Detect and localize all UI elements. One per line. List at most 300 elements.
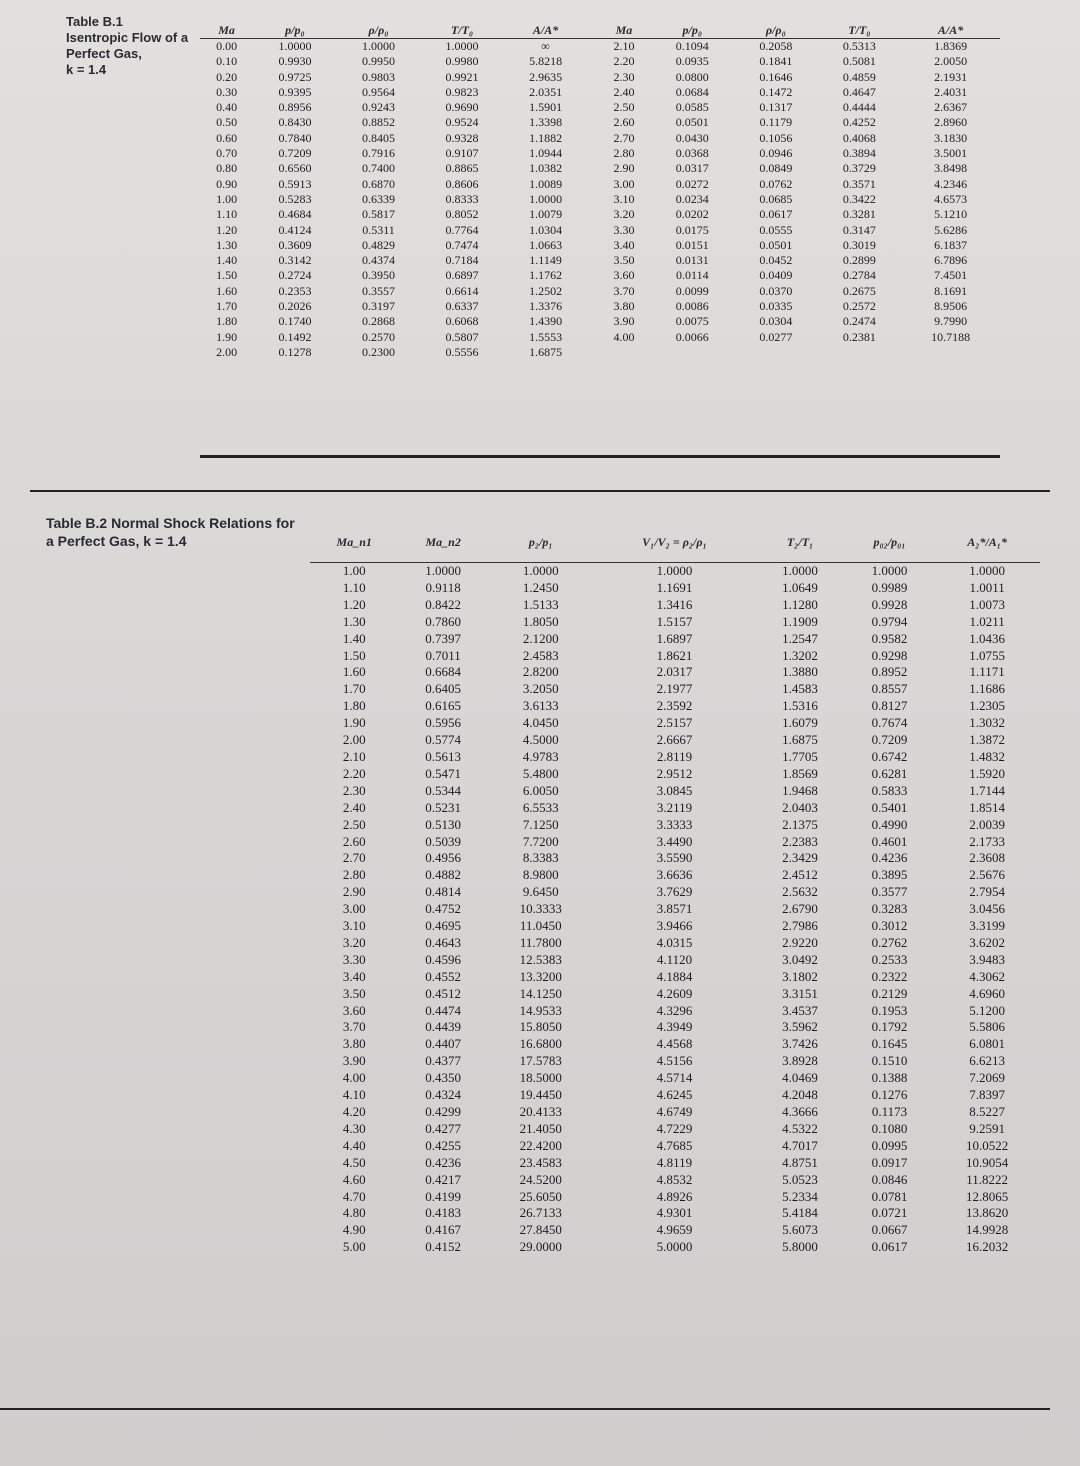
normal-shock-cell: 4.7017 — [782, 1137, 818, 1153]
normal-shock-cell: 11.7800 — [519, 934, 562, 950]
normal-shock-row — [310, 1121, 1040, 1138]
normal-shock-cell: 5.1200 — [969, 1002, 1005, 1018]
isentropic-cell: 0.4124 — [278, 222, 312, 237]
normal-shock-cell: 5.6073 — [782, 1222, 818, 1238]
normal-shock-cell: 4.5156 — [656, 1053, 693, 1069]
isentropic-cell: 0.1492 — [278, 329, 312, 344]
isentropic-row — [200, 268, 1000, 283]
isentropic-cell: 0.8865 — [445, 161, 479, 176]
normal-shock-cell: 2.6790 — [782, 901, 818, 917]
normal-shock-cell: 0.4299 — [425, 1104, 462, 1119]
isentropic-cell: 0.9980 — [445, 54, 479, 69]
column-gap — [587, 238, 597, 253]
isentropic-cell: 1.0382 — [529, 161, 563, 176]
normal-shock-cell: 3.90 — [342, 1053, 366, 1069]
normal-shock-cell: 1.00 — [342, 563, 366, 578]
normal-shock-cell: 0.8557 — [871, 681, 908, 697]
isentropic-cell: 0.80 — [216, 161, 238, 176]
isentropic-cell: 2.0050 — [934, 54, 968, 69]
normal-shock-cell: 2.6667 — [656, 732, 693, 748]
normal-shock-cell: 1.30 — [342, 613, 366, 629]
isentropic-cell: 1.0089 — [529, 176, 563, 191]
isentropic-cell: 0.8052 — [445, 207, 479, 222]
isentropic-cell: 0.3950 — [361, 268, 395, 283]
normal-shock-cell: 2.5632 — [782, 884, 818, 900]
normal-shock-cell: 3.9466 — [656, 918, 693, 934]
isentropic-cell: 1.0944 — [529, 146, 563, 161]
isentropic-cell: 2.8960 — [934, 115, 968, 130]
normal-shock-cell: 22.4200 — [519, 1137, 562, 1153]
normal-shock-cell: 2.80 — [342, 867, 366, 883]
normal-shock-cell: 11.0450 — [519, 918, 562, 934]
normal-shock-cell: 1.3032 — [969, 715, 1005, 731]
normal-shock-cell: 0.9794 — [871, 613, 908, 629]
normal-shock-cell: 0.4643 — [425, 934, 462, 950]
isentropic-cell: 0.00 — [216, 39, 238, 53]
normal-shock-cell: 2.1375 — [782, 816, 818, 832]
isentropic-cell: 5.1210 — [934, 207, 968, 222]
normal-shock-cell: 2.20 — [342, 765, 366, 781]
normal-shock-cell: 6.0801 — [969, 1036, 1005, 1052]
normal-shock-row — [310, 648, 1040, 665]
column-gap — [587, 299, 597, 314]
normal-shock-cell: 1.70 — [342, 681, 366, 697]
isentropic-cell: 2.50 — [613, 100, 635, 115]
normal-shock-cell: 4.3296 — [656, 1002, 693, 1018]
normal-shock-cell: 0.7011 — [425, 647, 461, 663]
isentropic-cell: 0.9725 — [278, 69, 312, 84]
isentropic-cell: 0.1317 — [759, 100, 793, 115]
normal-shock-cell: 0.9118 — [425, 579, 461, 595]
isentropic-row — [200, 223, 1000, 238]
isentropic-cell: 0.60 — [216, 130, 238, 145]
normal-shock-row — [310, 1155, 1040, 1172]
normal-shock-cell: 2.90 — [342, 884, 366, 900]
normal-shock-cell: 0.6684 — [425, 664, 462, 680]
normal-shock-row — [310, 834, 1040, 851]
isentropic-cell: 0.6337 — [445, 299, 479, 314]
isentropic-cell: 0.2570 — [361, 329, 395, 344]
normal-shock-cell: 4.3062 — [969, 968, 1005, 984]
normal-shock-cell: 1.2450 — [522, 579, 559, 595]
normal-shock-cell: 0.8952 — [871, 664, 908, 680]
column-gap — [587, 177, 597, 192]
normal-shock-cell: 2.3592 — [656, 698, 693, 714]
normal-shock-cell: 1.9468 — [782, 782, 818, 798]
normal-shock-cell: 0.5130 — [425, 816, 462, 832]
normal-shock-cell: 0.4255 — [425, 1137, 462, 1153]
normal-shock-cell: 5.4800 — [522, 765, 559, 781]
normal-shock-cell: 0.4814 — [425, 884, 462, 900]
normal-shock-cell: 1.8569 — [782, 765, 818, 781]
normal-shock-cell: 4.60 — [342, 1171, 366, 1187]
normal-shock-cell: 0.1792 — [871, 1019, 908, 1035]
normal-shock-cell: 0.4277 — [425, 1120, 462, 1136]
isentropic-cell: 0.6614 — [445, 283, 479, 298]
normal-shock-cell: 0.5956 — [425, 715, 462, 731]
isentropic-cell: 0.9803 — [361, 69, 395, 84]
normal-shock-cell: 1.60 — [342, 664, 366, 680]
header-ma-right: Ma — [597, 18, 650, 39]
header-p-ratio-right: p/p₀ — [651, 18, 735, 39]
isentropic-cell: 0.6870 — [361, 176, 395, 191]
isentropic-cell: 1.20 — [216, 222, 238, 237]
normal-shock-cell: 14.9533 — [519, 1002, 562, 1018]
normal-shock-cell: 1.80 — [342, 698, 366, 714]
normal-shock-cell: 1.0073 — [969, 596, 1005, 612]
normal-shock-row — [310, 1239, 1040, 1256]
normal-shock-cell: 0.4512 — [425, 985, 462, 1001]
header-temperature-ratio: T₂/T₁ — [755, 522, 844, 563]
normal-shock-row — [310, 986, 1040, 1003]
isentropic-cell: 1.6875 — [529, 344, 563, 359]
isentropic-cell — [901, 345, 1000, 360]
normal-shock-cell: 1.0011 — [969, 579, 1005, 595]
isentropic-cell: 1.00 — [216, 191, 238, 206]
normal-shock-cell: 2.5157 — [656, 715, 693, 731]
normal-shock-cell: 11.8222 — [966, 1171, 1008, 1187]
header-area-ratio-right: A/A* — [901, 18, 1000, 39]
isentropic-cell: 0.9243 — [361, 100, 395, 115]
isentropic-cell: 0.9930 — [278, 54, 312, 69]
normal-shock-row — [310, 1070, 1040, 1087]
isentropic-cell: 0.0935 — [675, 54, 709, 69]
normal-shock-cell: 0.9298 — [871, 647, 908, 663]
isentropic-cell: 0.50 — [216, 115, 238, 130]
normal-shock-row — [310, 901, 1040, 918]
isentropic-cell: 3.00 — [613, 176, 635, 191]
isentropic-cell: 2.1931 — [934, 69, 968, 84]
normal-shock-cell: 4.6245 — [656, 1087, 693, 1103]
normal-shock-cell: 2.70 — [342, 850, 366, 866]
isentropic-cell: 0.0304 — [759, 314, 793, 329]
header-stagnation-pressure-ratio: p₀₂/p₀₁ — [845, 522, 934, 563]
normal-shock-cell: 4.3666 — [782, 1104, 818, 1119]
normal-shock-cell: 5.00 — [342, 1239, 366, 1255]
normal-shock-cell: 1.1171 — [969, 664, 1005, 680]
isentropic-cell: 0.9107 — [445, 146, 479, 161]
isentropic-cell: 0.4068 — [842, 130, 876, 145]
normal-shock-cell: 0.7860 — [425, 613, 462, 629]
normal-shock-cell: 23.4583 — [519, 1154, 562, 1170]
normal-shock-cell: 1.3872 — [969, 732, 1005, 748]
isentropic-cell: 1.40 — [216, 253, 238, 268]
isentropic-cell: 0.0800 — [675, 69, 709, 84]
normal-shock-cell: 2.4583 — [522, 647, 559, 663]
normal-shock-cell: 0.5774 — [425, 732, 462, 748]
isentropic-cell: 3.50 — [613, 253, 635, 268]
normal-shock-cell: 2.7954 — [969, 884, 1005, 900]
isentropic-cell: 0.5313 — [842, 39, 876, 53]
normal-shock-cell: 1.6079 — [782, 715, 818, 731]
isentropic-cell: 0.9690 — [445, 100, 479, 115]
normal-shock-cell: 0.1388 — [871, 1070, 908, 1086]
isentropic-cell: 2.30 — [613, 69, 635, 84]
normal-shock-cell: 4.20 — [342, 1104, 366, 1119]
isentropic-cell: 2.90 — [613, 161, 635, 176]
normal-shock-cell: 3.0492 — [782, 951, 818, 967]
header-rho-ratio-left: ρ/ρ₀ — [337, 18, 421, 39]
isentropic-cell: 1.0000 — [529, 191, 563, 206]
isentropic-cell: 0.2724 — [278, 268, 312, 283]
isentropic-cell: 0.1472 — [759, 84, 793, 99]
normal-shock-cell: 0.0995 — [871, 1137, 908, 1153]
section-divider — [30, 490, 1050, 492]
isentropic-cell: 0.6339 — [361, 191, 395, 206]
isentropic-cell: 0.4252 — [842, 115, 876, 130]
isentropic-cell: 1.2502 — [529, 283, 563, 298]
isentropic-cell: 0.3019 — [842, 237, 876, 252]
isentropic-cell: 9.7990 — [934, 314, 968, 329]
normal-shock-row — [310, 817, 1040, 834]
normal-shock-cell: 0.2129 — [871, 985, 908, 1001]
isentropic-cell: 0.0684 — [675, 84, 709, 99]
isentropic-cell — [818, 345, 902, 360]
normal-shock-cell: 4.90 — [342, 1222, 366, 1238]
normal-shock-row — [310, 969, 1040, 986]
isentropic-row — [200, 345, 1000, 360]
normal-shock-cell: 4.5714 — [656, 1070, 693, 1086]
normal-shock-cell: 0.5344 — [425, 782, 462, 798]
normal-shock-row — [310, 1222, 1040, 1239]
normal-shock-cell: 8.5227 — [969, 1104, 1005, 1119]
isentropic-cell: 1.1882 — [529, 130, 563, 145]
column-gap — [587, 85, 597, 100]
normal-shock-cell: 0.0667 — [871, 1222, 908, 1238]
normal-shock-cell: 0.8422 — [425, 596, 462, 612]
isentropic-cell: 1.0663 — [529, 237, 563, 252]
normal-shock-cell: 0.9582 — [871, 630, 908, 646]
normal-shock-cell: 1.1909 — [782, 613, 818, 629]
isentropic-cell: 1.0079 — [529, 207, 563, 222]
isentropic-cell: 1.1149 — [529, 253, 562, 268]
normal-shock-cell: 0.1276 — [871, 1087, 908, 1103]
normal-shock-cell: 3.5590 — [656, 850, 693, 866]
isentropic-cell: 8.9506 — [934, 299, 968, 314]
isentropic-cell: 0.0409 — [759, 268, 793, 283]
normal-shock-cell: 17.5783 — [519, 1053, 562, 1069]
isentropic-row — [200, 284, 1000, 299]
normal-shock-row — [310, 952, 1040, 969]
normal-shock-row — [310, 935, 1040, 952]
normal-shock-cell: 3.7629 — [656, 884, 693, 900]
normal-shock-row — [310, 1036, 1040, 1053]
isentropic-cell: 0.0317 — [675, 161, 709, 176]
isentropic-cell: 0.4859 — [842, 69, 876, 84]
isentropic-cell: 0.9564 — [361, 84, 395, 99]
header-throat-area-ratio: A₂*/A₁* — [934, 522, 1040, 563]
normal-shock-cell: 16.2032 — [965, 1239, 1009, 1255]
isentropic-cell: 0.2784 — [842, 268, 876, 283]
normal-shock-cell: 0.4882 — [425, 867, 462, 883]
isentropic-cell: 0.7184 — [445, 253, 479, 268]
isentropic-cell: 0.0430 — [675, 130, 709, 145]
header-rho-ratio-right: ρ/ρ₀ — [734, 18, 818, 39]
isentropic-cell: 0.1278 — [278, 344, 312, 359]
normal-shock-cell: 3.5962 — [782, 1019, 818, 1035]
isentropic-cell: 1.5553 — [529, 329, 563, 344]
normal-shock-cell: 1.7705 — [782, 748, 818, 764]
column-gap — [587, 161, 597, 176]
isentropic-cell: 3.40 — [613, 237, 635, 252]
table-b1-title: Table B.1 — [66, 14, 123, 29]
isentropic-cell: 0.2353 — [278, 283, 312, 298]
isentropic-cell: 1.60 — [216, 283, 238, 298]
isentropic-cell: 0.8606 — [445, 176, 479, 191]
isentropic-cell: 0.1179 — [759, 115, 793, 130]
normal-shock-table — [310, 522, 1040, 1256]
normal-shock-cell: 1.0436 — [969, 630, 1005, 646]
isentropic-row — [200, 299, 1000, 314]
header-pressure-ratio: p₂/p₁ — [488, 522, 594, 563]
isentropic-cell: 0.0762 — [759, 176, 793, 191]
normal-shock-row — [310, 766, 1040, 783]
table-b1-caption — [66, 14, 196, 78]
isentropic-cell: 1.80 — [216, 314, 238, 329]
normal-shock-cell: 1.5157 — [656, 613, 693, 629]
normal-shock-cell: 2.4512 — [782, 867, 818, 883]
normal-shock-cell: 14.9928 — [965, 1222, 1009, 1238]
normal-shock-cell: 1.3202 — [782, 647, 818, 663]
normal-shock-cell: 7.1250 — [522, 816, 559, 832]
normal-shock-cell: 0.6742 — [871, 748, 908, 764]
normal-shock-cell: 27.8450 — [519, 1222, 562, 1238]
normal-shock-cell: 0.4152 — [425, 1239, 462, 1255]
normal-shock-row — [310, 850, 1040, 867]
isentropic-cell: 2.0351 — [529, 84, 563, 99]
isentropic-cell: 0.3894 — [842, 146, 876, 161]
header-t-ratio-right: T/T₀ — [818, 18, 902, 39]
normal-shock-cell: 0.4439 — [425, 1019, 462, 1035]
column-gap — [587, 39, 597, 55]
column-gap — [587, 54, 597, 69]
normal-shock-cell: 1.1686 — [969, 681, 1005, 697]
normal-shock-cell: 6.5533 — [522, 799, 559, 815]
normal-shock-row — [310, 631, 1040, 648]
isentropic-cell: 4.00 — [613, 329, 635, 344]
normal-shock-cell: 3.80 — [342, 1036, 366, 1052]
isentropic-cell: 0.7840 — [278, 130, 312, 145]
normal-shock-cell: 4.6749 — [656, 1104, 693, 1119]
isentropic-cell: 1.10 — [216, 207, 238, 222]
isentropic-row — [200, 131, 1000, 146]
column-gap — [587, 146, 597, 161]
isentropic-cell: 0.2058 — [759, 39, 793, 53]
isentropic-cell: 0.0114 — [676, 268, 709, 283]
normal-shock-cell: 3.3199 — [969, 918, 1005, 934]
normal-shock-cell: 4.2048 — [782, 1087, 818, 1103]
normal-shock-cell: 5.0000 — [656, 1239, 693, 1255]
normal-shock-row — [310, 1019, 1040, 1036]
normal-shock-cell: 2.30 — [342, 782, 366, 798]
isentropic-row — [200, 115, 1000, 130]
normal-shock-cell: 2.2383 — [782, 833, 818, 849]
isentropic-cell: 0.2899 — [842, 253, 876, 268]
normal-shock-cell: 3.3333 — [656, 816, 693, 832]
isentropic-cell: 0.5817 — [361, 207, 395, 222]
normal-shock-cell: 4.7229 — [656, 1120, 693, 1136]
normal-shock-cell: 0.4596 — [425, 951, 462, 967]
normal-shock-cell: 3.0456 — [969, 901, 1005, 917]
normal-shock-cell: 7.8397 — [969, 1087, 1005, 1103]
normal-shock-cell: 1.0000 — [782, 563, 818, 578]
isentropic-cell: 3.10 — [613, 191, 635, 206]
normal-shock-cell: 1.20 — [342, 596, 366, 612]
isentropic-cell: 3.8498 — [934, 161, 968, 176]
isentropic-cell: 0.9328 — [445, 130, 479, 145]
normal-shock-cell: 3.40 — [342, 968, 366, 984]
normal-shock-cell: 3.20 — [342, 934, 366, 950]
normal-shock-cell: 2.10 — [342, 748, 366, 764]
isentropic-cell: 1.0000 — [361, 39, 395, 53]
normal-shock-cell: 4.0450 — [522, 715, 559, 731]
normal-shock-row — [310, 698, 1040, 715]
isentropic-cell: 0.8852 — [361, 115, 395, 130]
isentropic-cell: 10.7188 — [931, 329, 971, 344]
normal-shock-cell: 13.3200 — [519, 968, 562, 984]
table-b1-k-label: k = 1.4 — [66, 62, 107, 77]
normal-shock-cell: 2.3429 — [782, 850, 818, 866]
isentropic-cell: ∞ — [541, 39, 550, 53]
isentropic-cell: 0.3281 — [842, 207, 876, 222]
normal-shock-cell: 10.0522 — [965, 1137, 1009, 1153]
normal-shock-cell: 0.4377 — [425, 1053, 462, 1069]
normal-shock-cell: 3.2050 — [522, 681, 559, 697]
isentropic-cell: 0.1094 — [675, 39, 709, 53]
normal-shock-cell: 2.1733 — [969, 833, 1005, 849]
isentropic-cell: 2.40 — [613, 84, 635, 99]
isentropic-cell: 0.0175 — [675, 222, 709, 237]
normal-shock-table-body — [310, 563, 1040, 1257]
normal-shock-row — [310, 884, 1040, 901]
isentropic-cell: 0.7400 — [361, 161, 395, 176]
isentropic-cell: 2.80 — [613, 146, 635, 161]
normal-shock-cell: 0.0846 — [871, 1171, 908, 1187]
normal-shock-cell: 3.0845 — [656, 782, 693, 798]
normal-shock-cell: 0.3895 — [871, 867, 908, 883]
isentropic-cell — [734, 345, 818, 360]
normal-shock-cell: 4.8751 — [782, 1154, 818, 1170]
header-velocity-density-ratio: V₁/V₂ = ρ₂/ρ₁ — [594, 522, 756, 563]
normal-shock-cell: 0.4956 — [425, 850, 462, 866]
normal-shock-cell: 1.8621 — [656, 647, 693, 663]
header-p-ratio-left: p/p₀ — [253, 18, 337, 39]
normal-shock-cell: 1.0000 — [969, 563, 1005, 578]
isentropic-cell: 0.7474 — [445, 237, 479, 252]
isentropic-cell: 0.90 — [216, 176, 238, 191]
isentropic-cell: 0.7916 — [361, 146, 395, 161]
normal-shock-cell: 4.80 — [342, 1205, 366, 1221]
normal-shock-cell: 0.4324 — [425, 1087, 462, 1103]
isentropic-cell: 0.3422 — [842, 191, 876, 206]
isentropic-cell: 3.20 — [613, 207, 635, 222]
normal-shock-cell: 1.0211 — [969, 613, 1005, 629]
isentropic-cell: 0.1740 — [278, 314, 312, 329]
normal-shock-cell: 2.0403 — [782, 799, 818, 815]
normal-shock-cell: 4.5000 — [522, 732, 559, 748]
normal-shock-cell: 2.7986 — [782, 918, 818, 934]
isentropic-cell: 0.2675 — [842, 283, 876, 298]
normal-shock-cell: 4.00 — [342, 1070, 366, 1086]
normal-shock-cell: 1.2547 — [782, 630, 818, 646]
isentropic-cell: 0.20 — [216, 69, 238, 84]
isentropic-cell: 0.0452 — [759, 253, 793, 268]
normal-shock-cell: 0.4199 — [425, 1188, 462, 1204]
isentropic-cell: 0.0131 — [675, 253, 709, 268]
normal-shock-cell: 18.5000 — [519, 1070, 562, 1086]
normal-shock-cell: 0.7209 — [871, 732, 908, 748]
normal-shock-cell: 0.1173 — [871, 1104, 908, 1119]
